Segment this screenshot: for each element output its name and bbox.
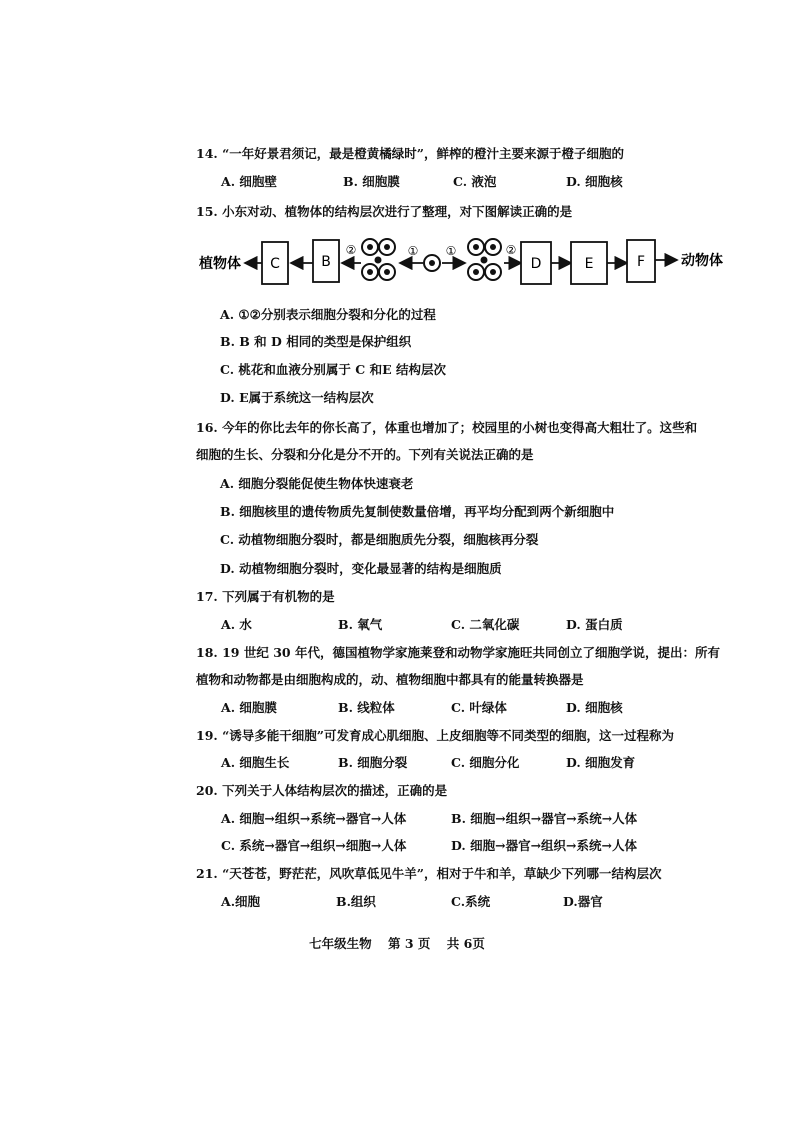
q14-option-d: D. 细胞核 <box>566 174 623 189</box>
question-17-stem: 17. 下列属于有机物的是 <box>196 589 335 604</box>
q17-option-a: A. 水 <box>221 617 252 632</box>
q16-option-d: D. 动植物细胞分裂时，变化最显著的结构是细胞质 <box>220 561 502 576</box>
question-19-options <box>0 755 794 771</box>
mark-1-left: ① <box>407 244 419 258</box>
q21-option-b: B.组织 <box>336 894 376 909</box>
question-20-stem: 20. 下列关于人体结构层次的描述，正确的是 <box>196 783 448 798</box>
q20-option-d: D. 细胞→器官→组织→系统→人体 <box>451 838 637 853</box>
box-e-label: E <box>584 256 594 272</box>
q15-option-c: C. 桃花和血液分别属于 C 和E 结构层次 <box>220 362 446 377</box>
structure-hierarchy-diagram <box>195 232 735 294</box>
question-17-options <box>0 617 794 633</box>
footer-page-number: 第 3 页 <box>388 936 431 951</box>
q20-option-a: A. 细胞→组织→系统→器官→人体 <box>221 811 407 826</box>
q17-option-b: B. 氧气 <box>338 617 383 632</box>
q19-option-b: B. 细胞分裂 <box>338 755 408 770</box>
question-18-stem-line2: 植物和动物都是由细胞构成的，动、植物细胞中都具有的能量转换器是 <box>196 672 584 687</box>
q20-option-c: C. 系统→器官→组织→细胞→人体 <box>221 838 407 853</box>
page-footer <box>0 934 794 952</box>
q15-option-b: B. B 和 D 相同的类型是保护组织 <box>220 334 412 349</box>
box-f-label: F <box>636 254 646 270</box>
cell-cluster-left <box>362 239 395 280</box>
mark-2-right: ② <box>505 243 517 257</box>
question-21-options <box>0 894 794 910</box>
q16-option-c: C. 动植物细胞分裂时，都是细胞质先分裂，细胞核再分裂 <box>220 532 539 547</box>
q21-option-d: D.器官 <box>563 894 603 909</box>
box-c-label: C <box>270 256 280 272</box>
q21-option-a: A.细胞 <box>221 894 261 909</box>
q19-option-d: D. 细胞发育 <box>566 755 636 770</box>
footer-subject: 七年级生物 <box>309 936 372 951</box>
q19-option-a: A. 细胞生长 <box>221 755 290 770</box>
animal-body-label: 动物体 <box>681 253 723 269</box>
q16-option-b: B. 细胞核里的遗传物质先复制使数量倍增，再平均分配到两个新细胞中 <box>220 504 615 519</box>
q17-option-c: C. 二氧化碳 <box>451 617 520 632</box>
question-21-stem: 21. “天苍苍，野茫茫，风吹草低见牛羊”，相对于牛和羊，草缺少下列哪一结构层次 <box>196 866 662 881</box>
footer-total-pages: 共 6页 <box>446 936 485 951</box>
question-14-options <box>0 174 794 190</box>
question-16-stem-line2: 细胞的生长、分裂和分化是分不开的。下列有关说法正确的是 <box>196 447 534 462</box>
q15-option-d: D. E属于系统这一结构层次 <box>220 390 374 405</box>
q17-option-d: D. 蛋白质 <box>566 617 623 632</box>
question-19-stem: 19. “诱导多能干细胞”可发育成心肌细胞、上皮细胞等不同类型的细胞，这一过程称为 <box>196 728 674 743</box>
plant-body-label: 植物体 <box>199 256 241 272</box>
q14-option-a: A. 细胞壁 <box>221 174 277 189</box>
question-20-options-row2 <box>0 838 794 854</box>
mark-2-left: ② <box>345 243 357 257</box>
q18-option-d: D. 细胞核 <box>566 700 623 715</box>
q14-option-c: C. 液泡 <box>453 174 497 189</box>
question-20-options-row1 <box>0 811 794 827</box>
question-15-stem: 15. 小东对动、植物体的结构层次进行了整理，对下图解读正确的是 <box>196 204 573 219</box>
box-b-label: B <box>321 254 331 270</box>
q18-option-c: C. 叶绿体 <box>451 700 507 715</box>
q18-option-a: A. 细胞膜 <box>221 700 277 715</box>
mark-1-right: ① <box>445 244 457 258</box>
question-14-stem: 14. “一年好景君须记，最是橙黄橘绿时”，鲜榨的橙汁主要来源于橙子细胞的 <box>196 146 624 161</box>
question-18-options <box>0 700 794 716</box>
question-16-stem-line1: 16. 今年的你比去年的你长高了，体重也增加了；校园里的小树也变得高大粗壮了。这些和 <box>196 420 698 435</box>
q14-option-b: B. 细胞膜 <box>343 174 400 189</box>
question-18-stem-line1: 18. 19 世纪 30 年代，德国植物学家施莱登和动物学家施旺共同创立了细胞学说，提出：所有 <box>196 645 720 660</box>
q18-option-b: B. 线粒体 <box>338 700 395 715</box>
q20-option-b: B. 细胞→组织→器官→系统→人体 <box>451 811 638 826</box>
q16-option-a: A. 细胞分裂能促使生物体快速衰老 <box>220 476 414 491</box>
q21-option-c: C.系统 <box>451 894 491 909</box>
box-d-label: D <box>530 256 542 272</box>
q19-option-c: C. 细胞分化 <box>451 755 520 770</box>
cell-cluster-right <box>468 239 501 280</box>
single-cell <box>424 255 440 271</box>
q15-option-a: A. ①②分别表示细胞分裂和分化的过程 <box>220 307 436 322</box>
